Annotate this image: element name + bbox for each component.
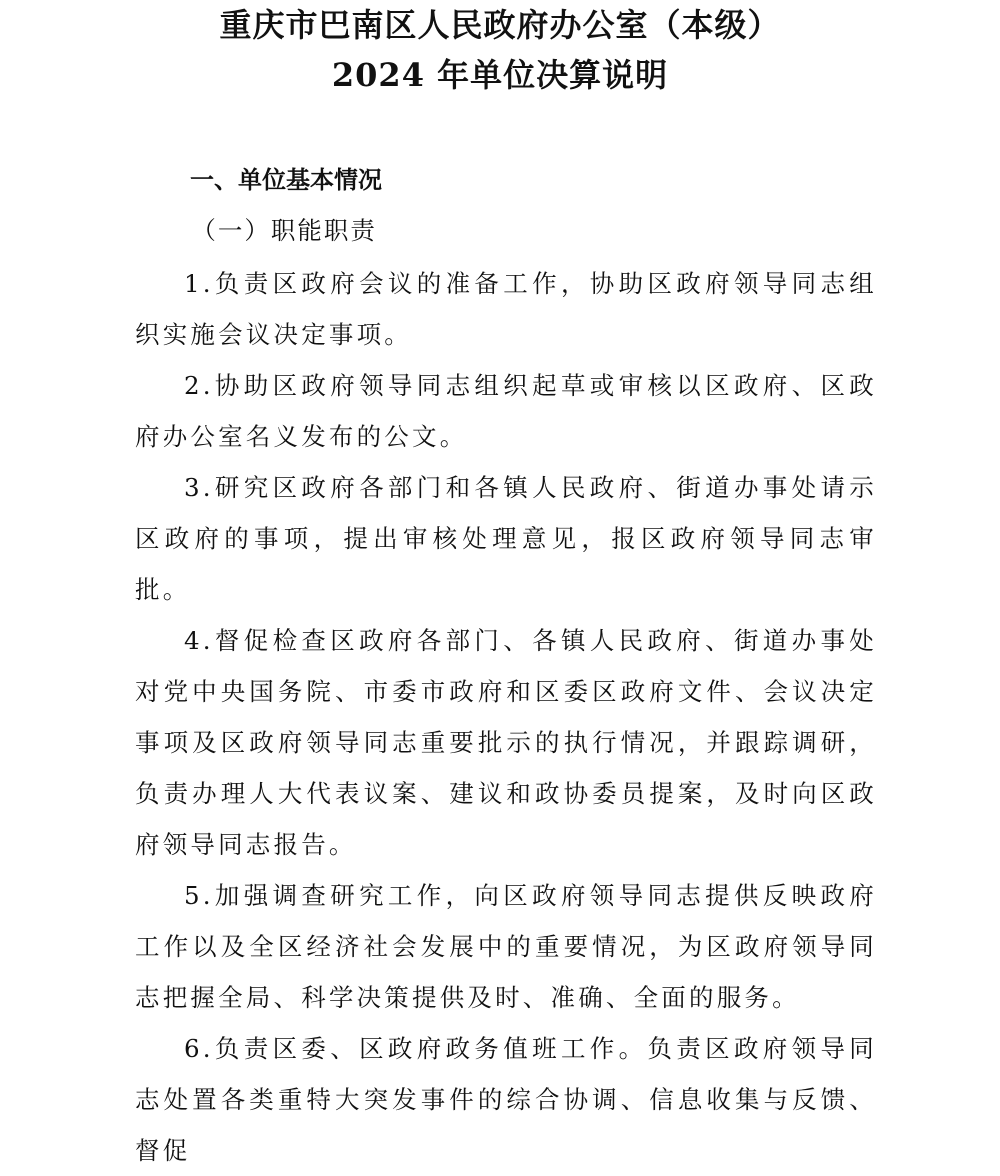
paragraph-6: 6.负责区委、区政府政务值班工作。负责区政府领导同志处置各类重特大突发事件的综合协调、信息收集与反馈、督促: [135, 1034, 877, 1165]
subsection-heading: （一）职能职责: [191, 216, 377, 245]
document-body: [135, 205, 877, 1176]
paragraph-3: 3.研究区政府各部门和各镇人民政府、街道办事处请示区政府的事项，提出审核处理意见，报区政府领导同志审批。: [135, 473, 877, 604]
document-title-line-1: 重庆市巴南区人民政府办公室（本级）: [219, 6, 781, 44]
paragraph-1: 1.负责区政府会议的准备工作，协助区政府领导同志组织实施会议决定事项。: [135, 269, 877, 349]
paragraph-4: 4.督促检查区政府各部门、各镇人民政府、街道办事处对党中央国务院、市委市政府和区委区政府文件、会议决定事项及区政府领导同志重要批示的执行情况，并跟踪调研，负责办理人大代表议案、建议和政协委员提案，及时向区政府领导同志报告。: [135, 626, 877, 859]
paragraph-5: 5.加强调查研究工作，向区政府领导同志提供反映政府工作以及全区经济社会发展中的重要情况，为区政府领导同志把握全局、科学决策提供及时、准确、全面的服务。: [135, 881, 877, 1012]
paragraph-2: 2.协助区政府领导同志组织起草或审核以区政府、区政府办公室名义发布的公文。: [135, 371, 877, 451]
document-title-line-2: 2024 年单位决算说明: [331, 56, 669, 94]
section-heading: 一、单位基本情况: [190, 166, 382, 194]
